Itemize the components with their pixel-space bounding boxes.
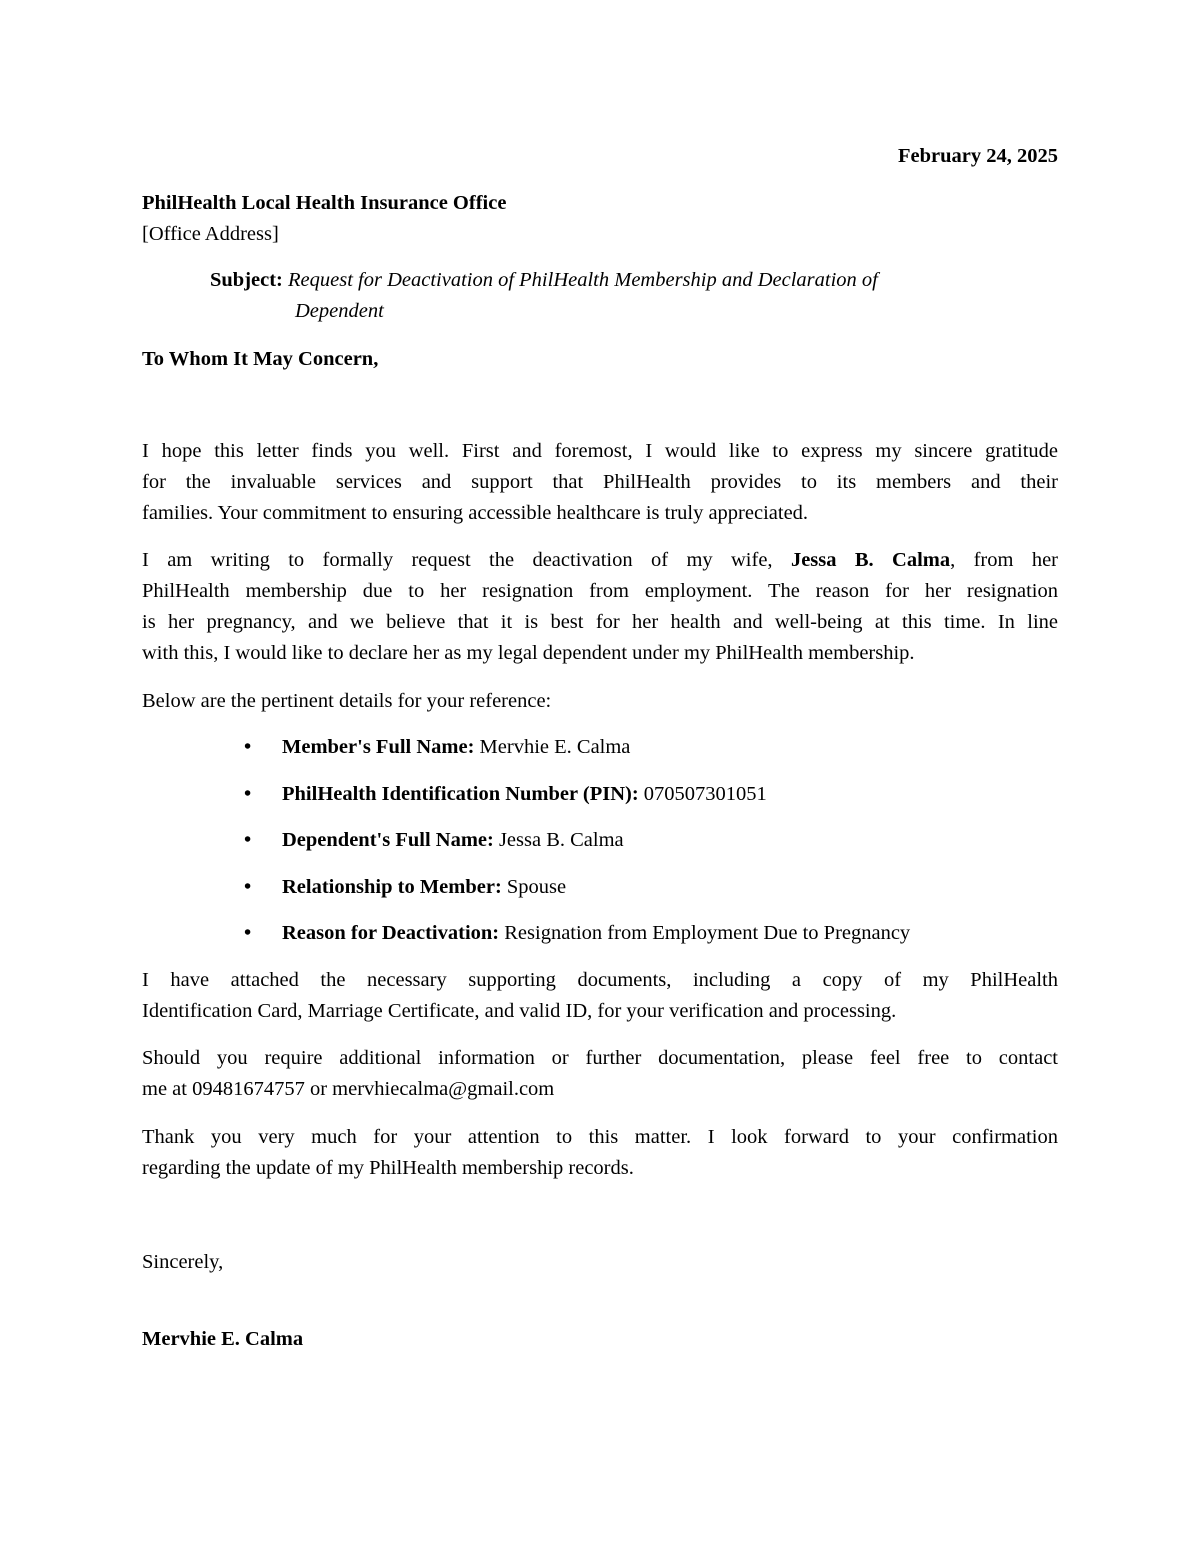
list-item (244, 872, 566, 903)
dependent-name-highlight: Jessa B. Calma (790, 549, 951, 571)
request-text-end: , from her (950, 549, 1058, 571)
closing: Sincerely, (142, 1251, 224, 1273)
detail-label: Dependent's Full Name: (282, 829, 494, 851)
paragraph-line: is her pregnancy, and we believe that it is best for her health and well-being at this time. In line (142, 611, 1058, 633)
detail-value: 070507301051 (643, 783, 767, 805)
salutation: To Whom It May Concern, (142, 348, 379, 370)
bullet-icon: • (244, 783, 252, 805)
bullet-icon: • (244, 876, 252, 898)
letter-date: February 24, 2025 (898, 145, 1058, 167)
paragraph-line: me at 09481674757 or mervhiecalma@gmail.com (142, 1078, 555, 1100)
detail-label: Reason for Deactivation: (282, 922, 500, 944)
paragraph-line: for the invaluable services and support that PhilHealth provides to its members and their (142, 471, 1058, 493)
paragraph-line: with this, I would like to declare her as my legal dependent under my PhilHealth membership. (142, 642, 915, 664)
paragraph-line: Should you require additional information or further documentation, please feel free to contact (142, 1047, 1058, 1069)
list-item (244, 732, 630, 763)
paragraph-line: I have attached the necessary supporting documents, including a copy of my PhilHealth (142, 969, 1058, 991)
detail-value: Mervhie E. Calma (479, 736, 631, 758)
paragraph-request (142, 545, 1058, 669)
detail-label: Relationship to Member: (282, 876, 502, 898)
paragraph-line (142, 545, 1058, 576)
paragraph-attachments (142, 965, 1058, 1027)
paragraph-line: Identification Card, Marriage Certificate, and valid ID, for your verification and processing. (142, 1000, 897, 1022)
request-text: I am writing to formally request the deactivation of my wife, (142, 549, 773, 571)
paragraph-thanks (142, 1122, 1058, 1184)
subject-text-line2: Dependent (295, 300, 384, 322)
subject-label: Subject: (210, 269, 283, 291)
subject-line (210, 265, 878, 296)
paragraph-gratitude (142, 436, 1058, 529)
paragraph-line: families. Your commitment to ensuring accessible healthcare is truly appreciated. (142, 502, 809, 524)
detail-value: Resignation from Employment Due to Pregnancy (504, 922, 911, 944)
paragraph-line: Thank you very much for your attention to this matter. I look forward to your confirmation (142, 1126, 1058, 1148)
paragraph-line: regarding the update of my PhilHealth membership records. (142, 1157, 634, 1179)
paragraph-line: PhilHealth membership due to her resignation from employment. The reason for her resignation (142, 580, 1058, 602)
detail-value: Spouse (506, 876, 567, 898)
signature-name: Mervhie E. Calma (142, 1328, 304, 1350)
list-item (244, 918, 910, 949)
list-item (244, 779, 767, 810)
bullet-icon: • (244, 829, 252, 851)
bullet-icon: • (244, 736, 252, 758)
recipient-name: PhilHealth Local Health Insurance Office (142, 192, 507, 214)
detail-label: PhilHealth Identification Number (PIN): (282, 783, 639, 805)
list-item (244, 825, 624, 856)
details-intro: Below are the pertinent details for your reference: (142, 690, 552, 712)
paragraph-line: I hope this letter finds you well. First and foremost, I would like to express my sincere gratitude (142, 440, 1058, 462)
recipient-address: [Office Address] (142, 223, 279, 245)
detail-value: Jessa B. Calma (498, 829, 624, 851)
bullet-icon: • (244, 922, 252, 944)
subject-text-line1: Request for Deactivation of PhilHealth Membership and Declaration of (288, 269, 878, 291)
detail-label: Member's Full Name: (282, 736, 475, 758)
paragraph-contact (142, 1043, 1058, 1105)
